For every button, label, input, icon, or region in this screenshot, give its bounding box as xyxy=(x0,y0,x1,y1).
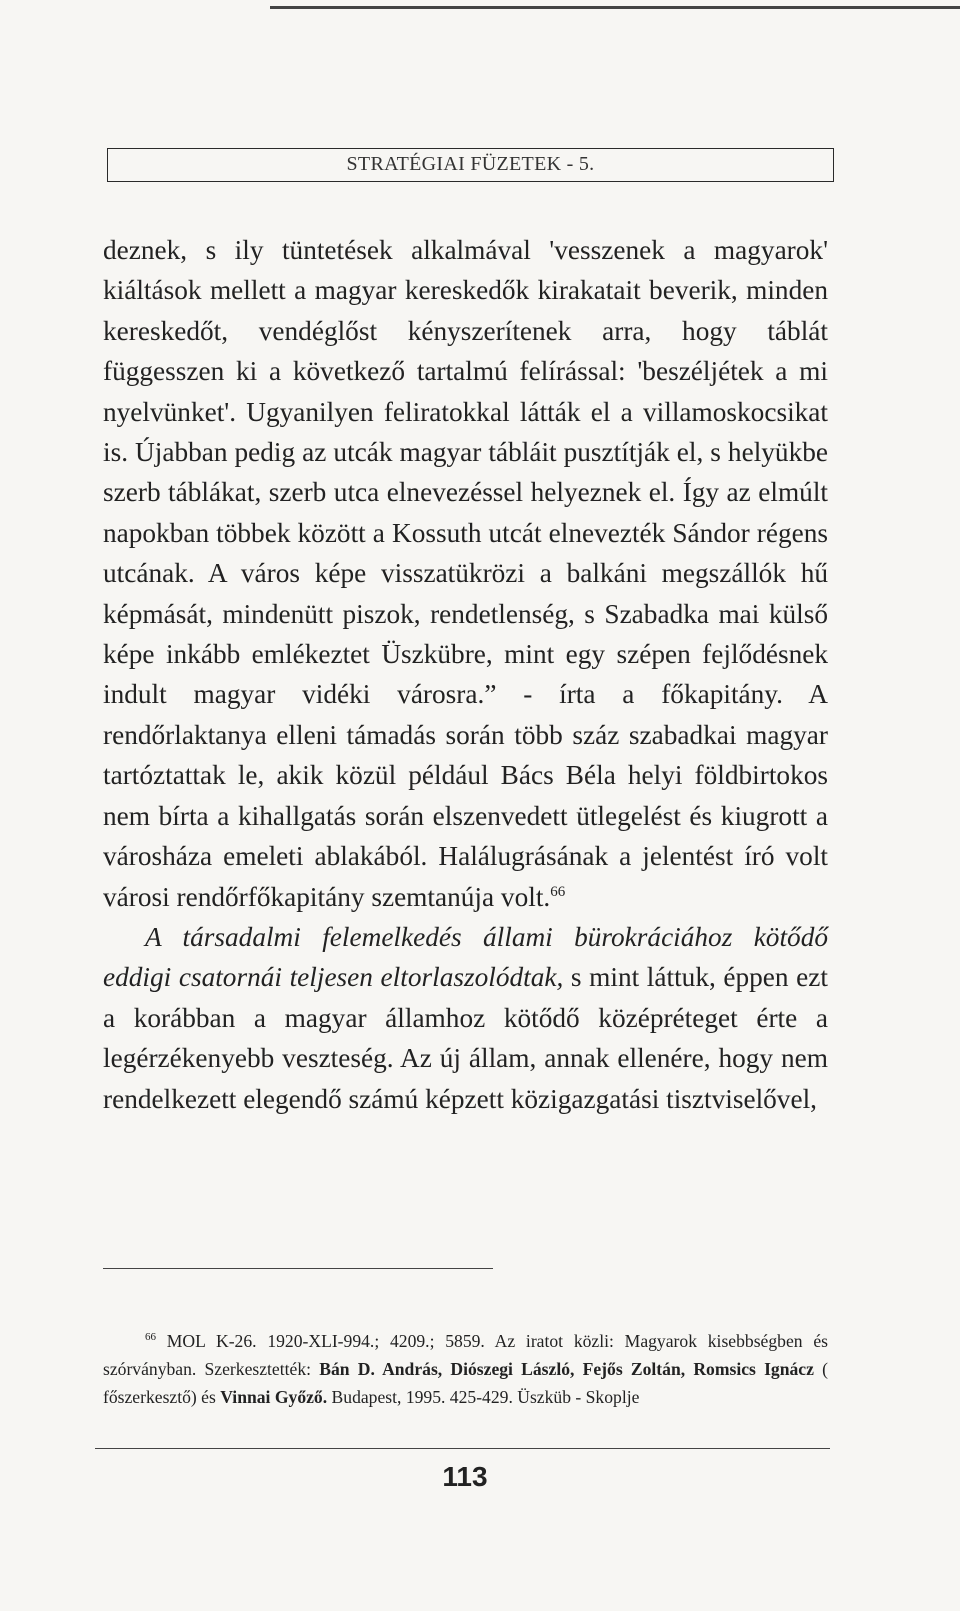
paragraph-2: s mint láttuk, éppen ezt a korábban a magyar államhoz kötődő középréteget érte a legérzékenyebb veszteség. Az új állam, annak ellenére, hogy nem rendelkezett elegendő számú képzett közigazgatási tisztviselővel, xyxy=(103,962,828,1114)
paragraph-2-italic: A társadalmi felemelkedés állami bürokráciához kötődő eddigi csatornái teljesen eltorlaszolódtak, xyxy=(103,921,828,993)
paragraph-1: deznek, s ily tüntetések alkalmával 'vesszenek a magyarok' kiáltások mellett a magyar kereskedők kirakatait beverik, minden kereskedőt, vendéglőst kényszerítenek arra, hogy táblát függesszen ki a következő tartalmú felírással: 'beszéljétek a mi nyelvünket'. Ugyanilyen feliratokkal látták el a villamoskocsikat is. Újabban pedig az utcák magyar tábláit pusztítják el, s helyükbe szerb táblákat, szerb utca elnevezéssel helyeznek el. Így az elmúlt napokban többek között a Kossuth utcát elnevezték Sándor régens utcának. A város képe visszatükrözi a balkáni megszállók hű képmását, mindenütt piszok, rendetlenség, s Szabadka mai külső képe inkább emlékeztet Üszkübre, mint egy szépen fejlődésnek indult magyar vidéki városra.” - írta a főkapitány. A rendőrlaktanya elleni támadás során több száz szabadkai magyar tartóztattak le, akik közül például Bács Béla helyi földbirtokos nem bírta a kihallgatás során elszenvedett ütlegelést és kiugrott a városháza emeleti ablakából. Halálugrásának a jelentést író volt városi rendőrfőkapitány szemtanúja volt. xyxy=(103,235,828,912)
top-rule xyxy=(270,6,960,9)
running-header xyxy=(107,148,834,182)
page-number: 113 xyxy=(442,1461,488,1492)
footnote-text-3: Budapest, 1995. 425-429. Üszküb - Skoplje xyxy=(327,1387,640,1407)
footnote-ref-66[interactable]: 66 xyxy=(550,883,566,900)
running-title: STRATÉGIAI FÜZETEK - 5. xyxy=(346,153,595,175)
footnote-separator xyxy=(103,1268,493,1269)
body-text xyxy=(103,230,828,1119)
footnote-number: 66 xyxy=(145,1331,156,1344)
footnote-text-1: MOL K-26. 1920-XLI-994.; 4209.; 5859. Az iratot közli: Magyarok kisebbségben és szórványban. Szerkesztették: xyxy=(103,1331,828,1379)
footnote-editors: Bán D. András, Diószegi László, Fejős Zoltán, Romsics Ignácz xyxy=(319,1359,814,1379)
footnote-66 xyxy=(103,1327,828,1411)
footnote-editor-2: Vinnai Győző. xyxy=(220,1387,328,1407)
bottom-rule xyxy=(95,1448,830,1449)
footnote-text-2: ( főszerkesztő) és xyxy=(103,1359,828,1407)
